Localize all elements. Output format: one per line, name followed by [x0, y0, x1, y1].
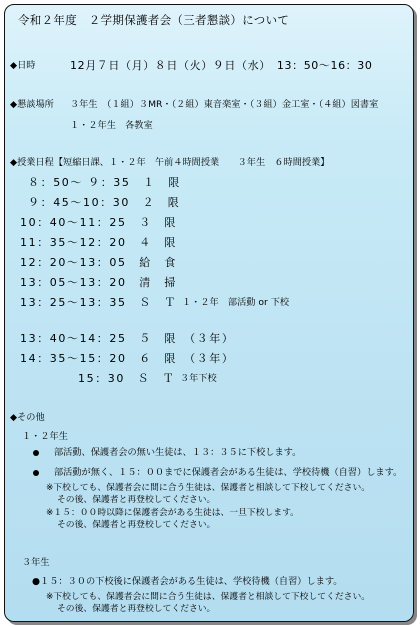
schedule-final-st: 15：30 Ｓ Ｔ [78, 372, 176, 385]
schedule-row-3rd: 14：35〜15：20 ６ 限 （３年） [20, 352, 235, 365]
schedule-st-note: １・２年 部活動 or 下校 [182, 297, 290, 308]
grade12-note-2b: その後、保護者と再登校してください。 [57, 520, 216, 530]
grade12-note-1a: ※下校しても、保護者会に間に合う生徒は、保護者と相談して下校してください。 [46, 483, 371, 493]
venue-line-1: ３年生 （１組）３MR・（２組）東音楽室・（３組）金工室・（４組）図書室 [70, 99, 379, 110]
bullet-icon [33, 450, 39, 456]
other-label: ◆その他 [10, 412, 45, 423]
venue-line-2: １・２年生 各教室 [70, 120, 153, 131]
schedule-row: 13：25〜13：35 Ｓ Ｔ [20, 296, 177, 309]
dates-label: ◆日時 [10, 60, 36, 71]
schedule-row: 12：20〜13：05 給 食 [20, 256, 177, 269]
grade12-note-2a: ※１５：００時以降に保護者会がある生徒は、一旦下校します。 [46, 508, 299, 518]
grade3-bullet-1: ●１５：３０の下校後に保護者会がある生徒は、学校待機（自習）します。 [32, 576, 343, 587]
grade12-bullet-1: 部活動、保護者会の無い生徒は、１３：３５に下校します。 [54, 447, 302, 458]
grade12-bullet-2: 部活動が無く、１５：００までに保護者会がある生徒は、学校待機（自習）します。 [54, 467, 403, 478]
schedule-row: ９：45〜10：30 ２ 限 [28, 196, 181, 209]
schedule-row: ８：50〜 ９：35 １ 限 [28, 176, 181, 189]
schedule-row-3rd: 13：40〜14：25 ５ 限 （３年） [20, 332, 235, 345]
grade3-note-1a: ※下校しても、保護者会に間に合う生徒は、保護者と相談して下校してください。 [46, 592, 371, 602]
schedule-row: 11：35〜12：20 ４ 限 [20, 236, 177, 249]
schedule-header: ◆授業日程【短縮日課、１・２年 午前４時間授業 ３年生 ６時間授業】 [10, 157, 330, 168]
venue-label: ◆懇談場所 [10, 99, 54, 110]
grade3-note-1b: その後、保護者と再登校してください。 [57, 604, 216, 614]
bullet-icon [33, 470, 39, 476]
grade12-note-1b: その後、保護者と再登校してください。 [57, 495, 216, 505]
schedule-row: 10：40〜11：25 ３ 限 [20, 216, 177, 229]
schedule-row: 13：05〜13：20 清 掃 [20, 276, 177, 289]
dates-value: 12月７日（月）８日（火）９日（水） 13：50〜16：30 [70, 59, 373, 72]
grade12-label: １・２年生 [22, 431, 68, 442]
grade3-label: ３年生 [22, 557, 50, 568]
schedule-final-note: ３年下校 [180, 373, 217, 384]
page-title: 令和２年度 ２学期保護者会（三者懇談）について [18, 13, 290, 27]
